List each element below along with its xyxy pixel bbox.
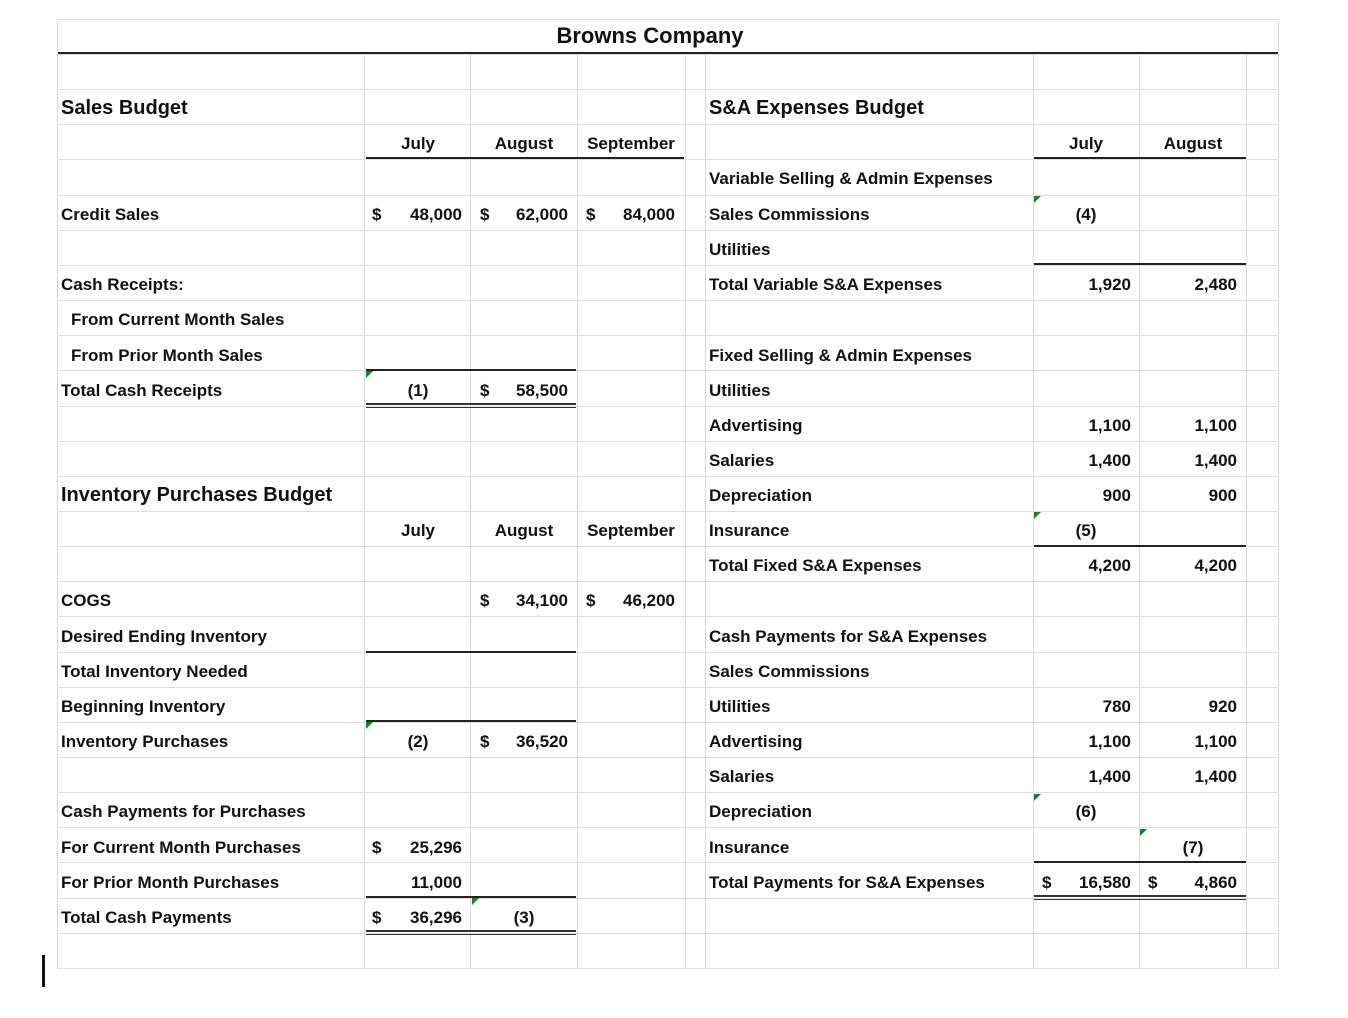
cp-utilities-august: 920 xyxy=(1208,697,1237,716)
salaries-label: Salaries xyxy=(709,451,775,470)
depreciation-label: Depreciation xyxy=(709,486,812,505)
sa-payments-underline xyxy=(1034,861,1246,863)
inventory-month-july: July xyxy=(400,521,436,540)
sales-month-july: July xyxy=(400,134,436,153)
inventory-budget-heading: Inventory Purchases Budget xyxy=(61,484,333,506)
total-sa-payments-label: Total Payments for S&A Expenses xyxy=(709,873,985,892)
desired-ending-inventory-label: Desired Ending Inventory xyxy=(61,627,267,646)
total-cash-payments-july: 36,296 xyxy=(410,908,462,927)
currency-sign: $ xyxy=(586,591,596,610)
fixed-utilities-label: Utilities xyxy=(709,381,771,400)
cash-payments-sa-heading: Cash Payments for S&A Expenses xyxy=(709,627,988,646)
cogs-september: 46,200 xyxy=(623,591,675,610)
sales-month-august: August xyxy=(494,134,554,153)
insurance-label: Insurance xyxy=(709,521,790,540)
total-inventory-needed-label: Total Inventory Needed xyxy=(61,662,248,681)
cp-depreciation-label: Depreciation xyxy=(709,802,812,821)
total-fixed-sa-label: Total Fixed S&A Expenses xyxy=(709,556,922,575)
currency-sign: $ xyxy=(372,838,382,857)
cogs-august: 34,100 xyxy=(516,591,568,610)
cp-insurance-label: Insurance xyxy=(709,838,790,857)
current-month-purchases-july: 25,296 xyxy=(410,838,462,857)
inventory-purchases-label: Inventory Purchases xyxy=(61,732,229,751)
cp-salaries-july: 1,400 xyxy=(1088,767,1131,786)
cp-sales-commissions-label: Sales Commissions xyxy=(709,662,870,681)
prior-month-purchases-label: For Prior Month Purchases xyxy=(61,873,280,892)
inventory-purchases-july: (2) xyxy=(407,732,429,751)
total-variable-sa-august: 2,480 xyxy=(1194,275,1237,294)
cp-insurance-august: (7) xyxy=(1182,838,1204,857)
sa-month-august: August xyxy=(1163,134,1223,153)
cp-depreciation-july: (6) xyxy=(1075,802,1097,821)
depreciation-july: 900 xyxy=(1102,486,1131,505)
current-month-purchases-label: For Current Month Purchases xyxy=(61,838,301,857)
receipts-underline xyxy=(366,369,576,371)
comment-marker-icon xyxy=(366,371,373,378)
currency-sign: $ xyxy=(372,205,382,224)
payments-underline xyxy=(366,896,576,898)
grid-row-line xyxy=(57,933,1279,934)
cp-advertising-label: Advertising xyxy=(709,732,803,751)
salaries-august: 1,400 xyxy=(1194,451,1237,470)
sa-months-underline xyxy=(1034,157,1246,159)
beginning-inventory-underline xyxy=(366,720,576,722)
grid-row-line xyxy=(57,159,1279,160)
sales-budget-heading: Sales Budget xyxy=(61,97,188,119)
total-cash-payments-label: Total Cash Payments xyxy=(61,908,232,927)
grid-row-line xyxy=(57,89,1279,90)
insurance-july: (5) xyxy=(1075,521,1097,540)
sales-month-september: September xyxy=(587,134,675,153)
grid-row-line xyxy=(57,230,1279,231)
total-cash-receipts-july: (1) xyxy=(407,381,429,400)
total-sa-payments-august: 4,860 xyxy=(1194,873,1237,892)
depreciation-august: 900 xyxy=(1208,486,1237,505)
cp-advertising-july: 1,100 xyxy=(1088,732,1131,751)
grid-row-line xyxy=(57,616,1279,617)
cp-advertising-august: 1,100 xyxy=(1194,732,1237,751)
grid-row-line xyxy=(57,827,1279,828)
currency-sign: $ xyxy=(480,591,490,610)
comment-marker-icon xyxy=(1034,512,1041,519)
currency-sign: $ xyxy=(372,908,382,927)
grid-row-line xyxy=(57,792,1279,793)
credit-sales-august: 62,000 xyxy=(516,205,568,224)
grid-row-line xyxy=(57,406,1279,407)
currency-sign: $ xyxy=(480,732,490,751)
grid-row-line xyxy=(57,195,1279,196)
variable-underline xyxy=(1034,263,1246,265)
currency-sign: $ xyxy=(480,205,490,224)
currency-sign: $ xyxy=(1042,873,1052,892)
grid-row-line xyxy=(57,968,1279,969)
total-fixed-sa-august: 4,200 xyxy=(1194,556,1237,575)
credit-sales-label: Credit Sales xyxy=(61,205,160,224)
beginning-inventory-label: Beginning Inventory xyxy=(61,697,226,716)
comment-marker-icon xyxy=(366,722,373,729)
company-title: Browns Company xyxy=(556,23,744,48)
advertising-august: 1,100 xyxy=(1194,416,1237,435)
grid-row-line xyxy=(57,124,1279,125)
comment-marker-icon xyxy=(1140,829,1147,836)
grid-row-line xyxy=(57,335,1279,336)
sales-months-underline xyxy=(366,157,684,159)
comment-marker-icon xyxy=(1034,196,1041,203)
grid-row-line xyxy=(57,300,1279,301)
payments-double-underline xyxy=(366,930,576,935)
grid-row-line xyxy=(57,441,1279,442)
advertising-july: 1,100 xyxy=(1088,416,1131,435)
total-cash-payments-august: (3) xyxy=(513,908,535,927)
total-cash-receipts-label: Total Cash Receipts xyxy=(61,381,223,400)
cash-receipts-label: Cash Receipts: xyxy=(61,275,184,294)
grid-row-line xyxy=(57,370,1279,371)
total-fixed-sa-july: 4,200 xyxy=(1088,556,1131,575)
from-current-month-label: From Current Month Sales xyxy=(71,310,285,329)
cp-salaries-august: 1,400 xyxy=(1194,767,1237,786)
cogs-label: COGS xyxy=(61,591,112,610)
sales-commissions-label: Sales Commissions xyxy=(709,205,870,224)
grid-row-line xyxy=(57,687,1279,688)
currency-sign: $ xyxy=(480,381,490,400)
salaries-july: 1,400 xyxy=(1088,451,1131,470)
grid-row-line xyxy=(57,54,1279,55)
advertising-label: Advertising xyxy=(709,416,803,435)
credit-sales-september: 84,000 xyxy=(623,205,675,224)
grid-row-line xyxy=(57,722,1279,723)
grid-row-line xyxy=(57,581,1279,582)
currency-sign: $ xyxy=(586,205,596,224)
sa-payments-double-underline xyxy=(1034,895,1246,900)
fixed-sa-heading: Fixed Selling & Admin Expenses xyxy=(709,346,972,365)
inventory-month-august: August xyxy=(494,521,554,540)
cash-payments-purchases-label: Cash Payments for Purchases xyxy=(61,802,306,821)
title-underline xyxy=(58,52,1278,54)
total-variable-sa-july: 1,920 xyxy=(1088,275,1131,294)
variable-sa-heading: Variable Selling & Admin Expenses xyxy=(709,169,993,188)
grid-row-line xyxy=(57,265,1279,266)
credit-sales-july: 48,000 xyxy=(410,205,462,224)
grid-row-line xyxy=(57,476,1279,477)
grid-row-line xyxy=(57,511,1279,512)
grid-row-line xyxy=(57,757,1279,758)
grid-row-line xyxy=(57,652,1279,653)
from-prior-month-label: From Prior Month Sales xyxy=(71,346,263,365)
fixed-underline xyxy=(1034,545,1246,547)
sales-commissions-july: (4) xyxy=(1075,205,1097,224)
sa-budget-heading: S&A Expenses Budget xyxy=(709,97,924,119)
total-cash-receipts-august: 58,500 xyxy=(516,381,568,400)
cp-salaries-label: Salaries xyxy=(709,767,775,786)
cp-utilities-label: Utilities xyxy=(709,697,771,716)
utilities-label: Utilities xyxy=(709,240,771,259)
currency-sign: $ xyxy=(1148,873,1158,892)
receipts-double-underline xyxy=(366,403,576,408)
cp-utilities-july: 780 xyxy=(1102,697,1131,716)
sa-month-july: July xyxy=(1068,134,1104,153)
total-sa-payments-july: 16,580 xyxy=(1079,873,1131,892)
comment-marker-icon xyxy=(472,898,479,905)
inventory-purchases-august: 36,520 xyxy=(516,732,568,751)
desired-ending-underline xyxy=(366,651,576,653)
comment-marker-icon xyxy=(1034,794,1041,801)
prior-month-purchases-july: 11,000 xyxy=(410,873,462,892)
grid-row-line xyxy=(57,19,1279,20)
inventory-month-september: September xyxy=(587,521,675,540)
text-cursor xyxy=(42,955,45,987)
total-variable-sa-label: Total Variable S&A Expenses xyxy=(709,275,943,294)
